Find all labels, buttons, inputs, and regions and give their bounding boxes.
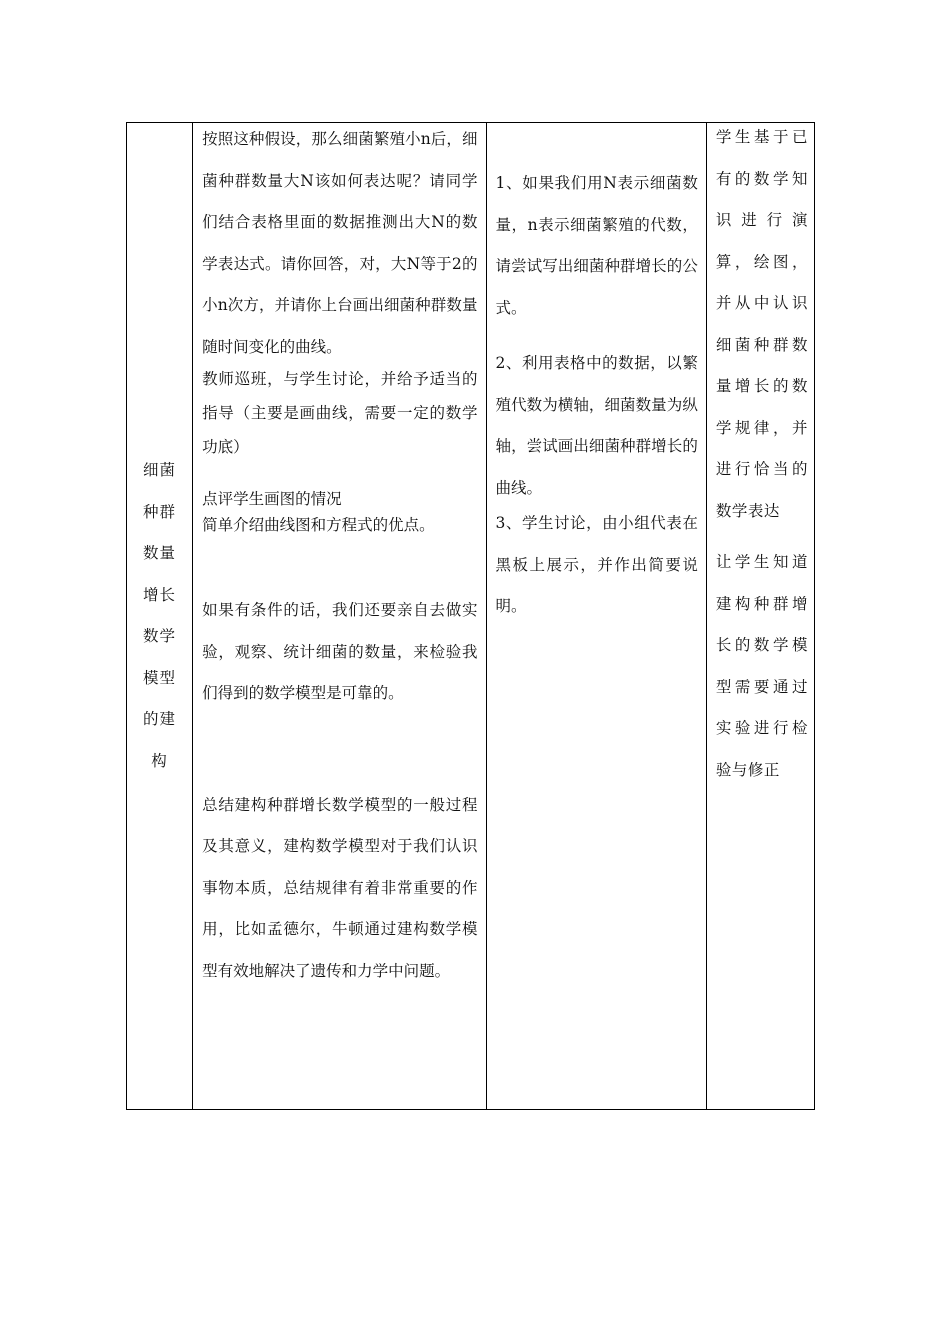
design-purpose-cell <box>706 123 814 1110</box>
table-row <box>127 123 815 1110</box>
student-activity-cell <box>486 123 706 1110</box>
teacher-activity-cell <box>193 123 486 1110</box>
lesson-plan-table <box>126 122 815 1110</box>
teacher-paragraph-2: 教师巡班，与学生讨论，并给予适当的指导（主要是画曲线，需要一定的数学功底） <box>202 370 478 456</box>
teacher-paragraph-1: 按照这种假设，那么细菌繁殖小n后，细菌种群数量大N该如何表达呢？请同学们结合表格里面的数据推测出大N的数学表达式。请你回答，对，大N等于2的小n次方，并请你上台画出细菌种群数量随时间变化的曲线。 <box>202 130 478 356</box>
teacher-paragraph-3: 点评学生画图的情况 <box>202 490 342 508</box>
teacher-paragraph-4: 如果有条件的话，我们还要亲自去做实验，观察、统计细菌的数量，来检验我们得到的数学模型是可靠的。 <box>202 601 478 702</box>
purpose-paragraph-1: 学生基于已有的数学知识进行演算，绘图，并从中认识细菌种群数量增长的数学规律，并进行恰当的数学表达 <box>715 128 808 520</box>
student-step-3: 3、学生讨论，由小组代表在黑板上展示，并作出简要说明。 <box>495 514 698 615</box>
topic-cell <box>127 123 193 1110</box>
teacher-paragraph-5: 总结建构种群增长数学模型的一般过程及其意义，建构数学模型对于我们认识事物本质，总结规律有着非常重要的作用，比如孟德尔，牛顿通过建构数学模型有效地解决了遗传和力学中问题。 <box>202 795 478 980</box>
topic-label: 细菌种群数量增长数学模型的建构 <box>143 461 177 770</box>
teacher-paragraph-3b: 简单介绍曲线图和方程式的优点。 <box>202 516 435 534</box>
student-step-1: 1、如果我们用N表示细菌数量，n表示细菌繁殖的代数，请尝试写出细菌种群增长的公式。 <box>495 174 698 317</box>
student-step-2: 2、利用表格中的数据，以繁殖代数为横轴，细菌数量为纵轴，尝试画出细菌种群增长的曲线。 <box>495 354 698 497</box>
purpose-paragraph-2: 让学生知道建构种群增长的数学模型需要通过实验进行检验与修正 <box>715 553 808 779</box>
